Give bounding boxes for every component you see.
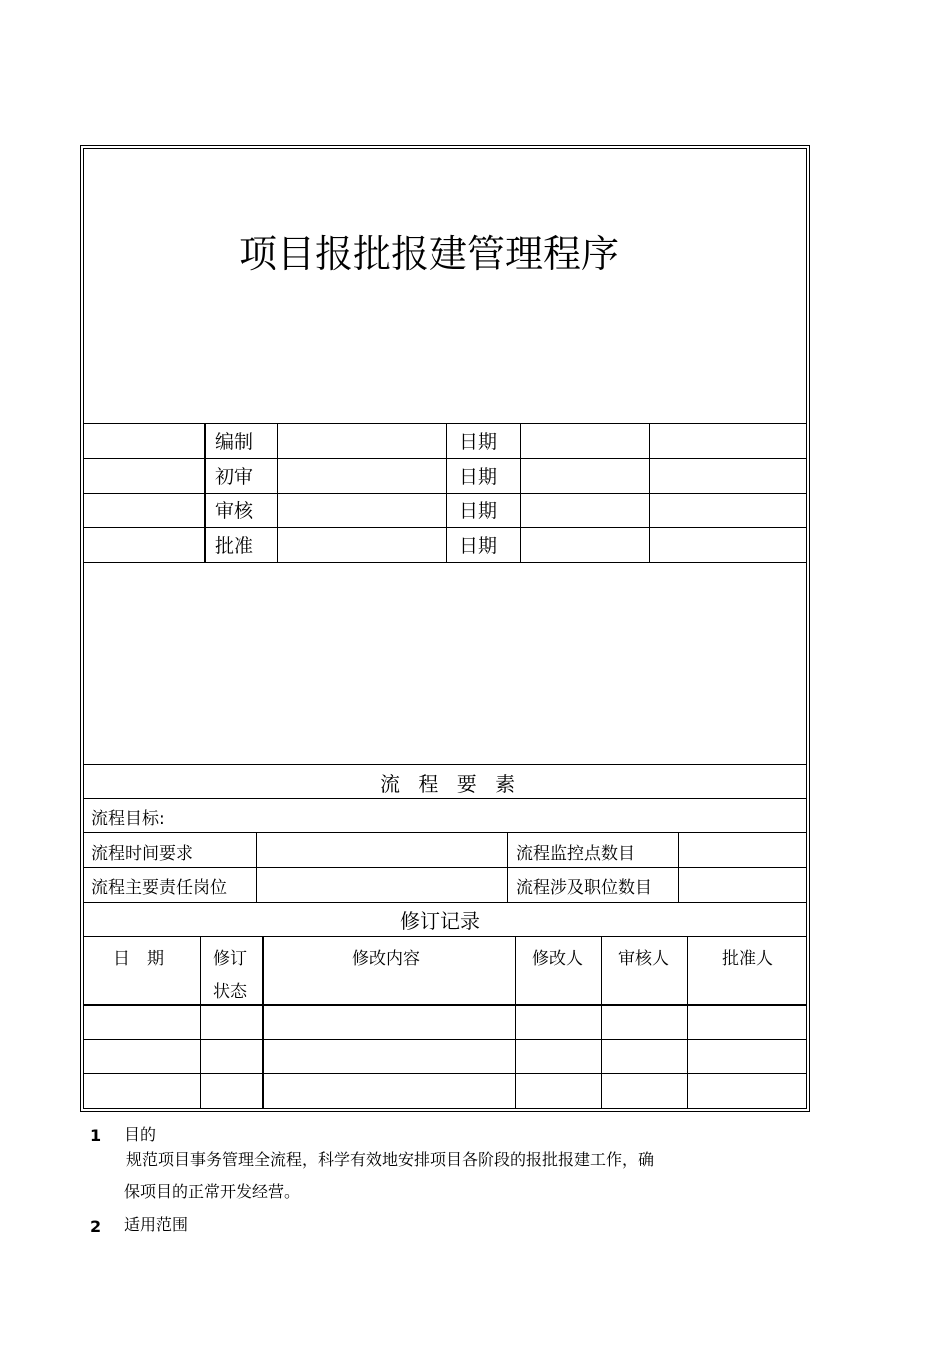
elements-heading: 流 程 要 素	[380, 772, 522, 796]
signoff-col-line	[520, 423, 521, 562]
process-goal-label: 流程目标:	[91, 809, 165, 829]
revision-col-line	[601, 936, 602, 1109]
revision-header-editor: 修改人	[532, 949, 583, 969]
revision-header-status-line1: 修订	[213, 949, 247, 969]
revision-col-line	[262, 936, 264, 1109]
process-positions-label: 流程涉及职位数目	[516, 878, 652, 898]
signoff-role-review: 审核	[215, 500, 254, 522]
revision-row-line	[83, 1039, 807, 1040]
signoff-col-line	[204, 423, 206, 562]
signoff-date-label: 日期	[459, 431, 498, 453]
revision-heading: 修订记录	[400, 909, 480, 933]
section-title-scope: 适用范围	[124, 1215, 189, 1234]
signoff-role-compile: 编制	[215, 431, 254, 453]
document-title: 项目报批报建管理程序	[239, 232, 620, 276]
revision-col-line	[200, 936, 201, 1109]
inner-frame	[83, 148, 807, 1109]
revision-header-approver: 批准人	[722, 949, 773, 969]
signoff-role-initial-review: 初审	[215, 466, 254, 488]
signoff-top-line	[83, 423, 807, 424]
elements-row-line	[83, 902, 807, 903]
process-time-label: 流程时间要求	[91, 844, 193, 864]
elements-col-line	[256, 832, 257, 902]
signoff-row-line	[83, 493, 807, 494]
signoff-date-label: 日期	[459, 466, 498, 488]
elements-row-line	[83, 832, 807, 833]
elements-col-line	[678, 832, 679, 902]
revision-header-reviewer: 审核人	[618, 949, 669, 969]
revision-header-bottom-line	[83, 1004, 807, 1006]
process-owner-label: 流程主要责任岗位	[91, 878, 227, 898]
signoff-col-line	[446, 423, 447, 562]
section-body-line: 规范项目事务管理全流程，科学有效地安排项目各阶段的报批报建工作，确	[126, 1150, 655, 1169]
revision-header-date: 日 期	[113, 949, 164, 969]
section-number: 1	[90, 1126, 102, 1145]
signoff-col-line	[649, 423, 650, 562]
signoff-bottom-line	[83, 562, 807, 563]
revision-top-line	[83, 936, 807, 937]
section-title-purpose: 目的	[124, 1125, 157, 1144]
signoff-date-label: 日期	[459, 535, 498, 557]
revision-row-line	[83, 1073, 807, 1074]
revision-col-line	[515, 936, 516, 1109]
signoff-role-approve: 批准	[215, 535, 254, 557]
revision-col-line	[687, 936, 688, 1109]
elements-col-line	[507, 832, 508, 902]
signoff-col-line	[277, 423, 278, 562]
elements-row-line	[83, 867, 807, 868]
revision-header-content: 修改内容	[352, 949, 420, 969]
elements-row-line	[83, 798, 807, 799]
section-body-line: 保项目的正常开发经营。	[124, 1182, 301, 1201]
revision-header-status-line2: 状态	[213, 982, 247, 1002]
section-number: 2	[90, 1217, 102, 1236]
signoff-row-line	[83, 527, 807, 528]
elements-top-line	[83, 764, 807, 765]
signoff-row-line	[83, 458, 807, 459]
process-monitor-label: 流程监控点数目	[516, 844, 635, 864]
signoff-date-label: 日期	[459, 500, 498, 522]
